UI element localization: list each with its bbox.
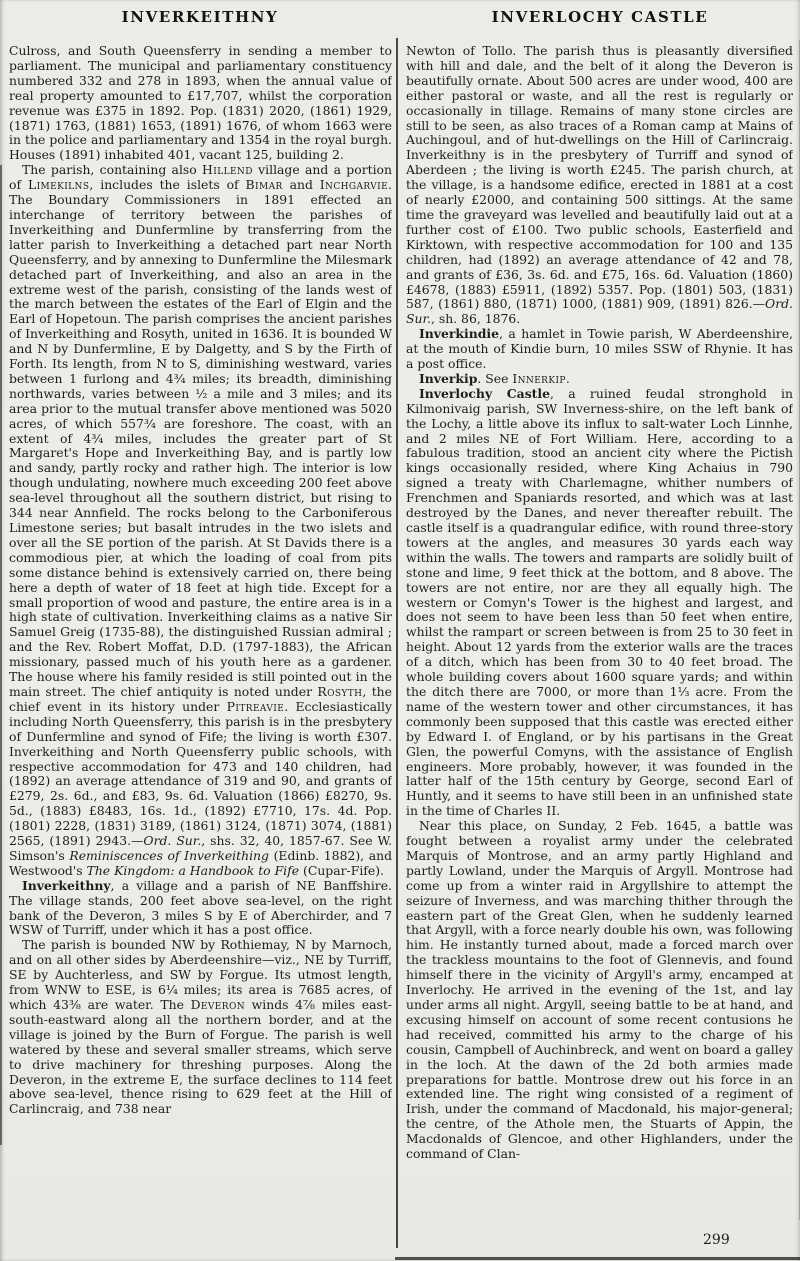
body-text: Culross, and South Queensferry in sending a member to parliament. The municipal and parliamentary constituency numbered 332 and 278 in 1893, when the annual value of real property amounted to £17,707, whilst the corporation revenue was £375 in 1892. Pop. (1831) 2020, (1861) 1929, (1871) 1763, (1881) 1653, (1891) 1676, of whom 1663 were in the police and parliamentary and 1354 in the royal burgh. Houses (1891) inhabited 401, vacant 125, building 2.	[9, 44, 392, 163]
body-text: Newton of Tollo. The parish thus is pleasantly diversified with hill and dale, and the belt of it along the Deveron is beautifully ornate. About 500 acres are under wood, 400 are either pastoral or waste, and all the rest is regularly or occasionally in tillage. Remains of many stone circles are still to be seen, as also traces of a Roman camp at Mains of Auchingoul, and of hut-dwellings on the Hill of Carlincraig. Inverkeithny is in the presbytery of Turriff and synod of Aberdeen ; the living is worth £245. The parish church, at the village, is a handsome edifice, erected in 1881 at a cost of nearly £2000, and containing 500 sittings. At the same time the graveyard was levelled and beautifully laid out at a further cost of £100. Two public schools, Easterfield and Kirktown, with respective accommodation for 100 and 135 children, had (1892) an average attendance of 42 and 78, and grants of £36, 3s. 6d. and £75, 16s. 6d. Valuation (1860) £4678, (1883) £5911, (1892) 5357. Pop. (1801) 503, (1831) 587, (1861) 880, (1871) 1000, (1881) 909, (1891) 826.—	[406, 44, 793, 312]
paragraph	[9, 938, 392, 1117]
italic-text: Reminiscences of Inverkeithing	[69, 847, 269, 863]
body-text: and	[282, 177, 320, 193]
body-text: , includes the islets of	[89, 177, 246, 193]
body-text: , a village and a parish of NE Banffshire. The village stands, 200 feet above sea-level, on the right bank of the Deveron, 3 miles S by E of Aberchirder, and 7 WSW of Turriff, under which it has a post office.	[9, 877, 392, 938]
body-text: The parish is bounded NW by Rothiemay, N by Marnoch, and on all other sides by Aberdeenshire—viz., NE by Turriff, SE by Auchterless, and SW by Forgue. Its utmost length, from WNW to ESE, is 6¼ miles; its area is 7685 acres, of which 43⅜ are water. The	[9, 937, 392, 1012]
paragraph	[9, 879, 392, 939]
small-caps-name: Limekilns	[27, 177, 90, 193]
body-text: village and a portion of	[9, 162, 392, 193]
italic-text: Ord. Sur.	[143, 833, 202, 849]
body-text: , the chief event in its history under	[9, 683, 392, 714]
entry-name: Inverkindie	[419, 326, 499, 342]
paragraph	[406, 387, 793, 819]
entry-name: Inverkip	[419, 370, 478, 386]
small-caps-name: Pitreavie	[226, 698, 285, 714]
running-head-left: INVERKEITHNY	[121, 8, 279, 26]
entry-name: Inverlochy Castle	[419, 385, 550, 401]
small-caps-name: Inchgarvie	[319, 177, 389, 193]
paragraph	[406, 327, 793, 372]
small-caps-name: Hillend	[202, 162, 253, 178]
body-text: The parish, containing also	[22, 162, 203, 178]
running-heads	[0, 8, 800, 26]
small-caps-name: Deveron	[190, 997, 245, 1012]
body-text: winds 4⅞ miles east-south-eastward along all the northern border, and at the village is joined by the Burn of Forgue. The parish is well watered by these and several smaller streams, which serve to drive machinery for threshing purposes. Along the Deveron, in the extreme E, the surface declines to 114 feet above sea-level, thence rising to 629 feet at the Hill of Carlincraig, and 738 near	[9, 997, 392, 1117]
body-text: , a hamlet in Towie parish, W Aberdeenshire, at the mouth of Kindie burn, 10 miles SSW of Rhynie. It has a post office.	[406, 326, 793, 372]
scan-edge-artifact-left	[0, 165, 2, 1145]
body-text: , sh. 86, 1876.	[430, 311, 521, 327]
paragraph	[406, 819, 793, 1162]
body-text: , shs. 32, 40, 1857-67. See W. Simson's	[9, 833, 392, 863]
paragraph	[406, 44, 793, 327]
right-column-text	[406, 44, 793, 1255]
page-number: 299	[703, 1232, 730, 1248]
left-column-text	[9, 44, 392, 1255]
small-caps-name: Rosyth	[317, 683, 363, 699]
small-caps-name: Innerkip	[512, 370, 566, 386]
paragraph	[406, 372, 793, 387]
running-head-right: INVERLOCHY CASTLE	[491, 8, 709, 26]
body-text: .	[565, 370, 570, 386]
paragraph	[9, 163, 392, 879]
italic-text: The Kingdom: a Handbook to Fife	[86, 862, 300, 878]
paragraph	[9, 44, 392, 163]
body-text: (Edinb. 1882), and Westwood's	[9, 847, 392, 878]
scan-edge-artifact-bottom	[395, 1257, 800, 1260]
body-text: Near this place, on Sunday, 2 Feb. 1645, a battle was fought between a royalist army under the celebrated Marquis of Montrose, and an army partly Highland and partly Lowland, under the Marquis of Argyll. Montrose had come up from a winter raid in Argyllshire to attempt the seizure of Inverness, and was marching thither through the eastern part of the Great Glen, when he suddenly learned that Argyll, with a force nearly double his own, was following him. He instantly turned about, made a forced march over the trackless mountains to the foot of Glennevis, and found himself there in the vicinity of Argyll's army, encamped at Inverlochy. He arrived in the evening of the 1st, and lay under arms all night. Argyll, seeing battle to be at hand, and excusing himself on account of some recent contusions he had received, committed his army to the charge of his cousin, Campbell of Auchinbreck, and went on board a galley in the loch. At the dawn of the 2d both armies made preparations for battle. Montrose drew out his force in an extended line. The right wing consisted of a regiment of Irish, under the command of Macdonald, his major-general; the centre, of the Athole men, the Stuarts of Appin, the Macdonalds of Glencoe, and other Highlanders, under the command of Clan-	[406, 818, 793, 1162]
body-text: . Ecclesiastically including North Queensferry, this parish is in the presbytery of Dunfermline and synod of Fife; the living is worth £307. Inverkeithing and North Queensferry public schools, with respective accommodation for 473 and 140 children, had (1892) an average attendance of 319 and 90, and grants of £279, 2s. 6d., and £83, 9s. 6d. Valuation (1866) £8270, 9s. 5d., (1883) £8483, 16s. 1d., (1892) £7710, 17s. 4d. Pop. (1801) 2228, (1831) 3189, (1861) 3124, (1871) 3074, (1881) 2565, (1891) 2943.—	[9, 698, 392, 849]
entry-name: Inverkeithny	[22, 877, 111, 893]
body-text: , a ruined feudal stronghold in Kilmonivaig parish, SW Inverness-shire, on the left bank of the Lochy, a little above its influx to salt-water Loch Linnhe, and 2 miles NE of Fort William. Here, according to a fabulous tradition, stood an ancient city where the Pictish kings occasionally resided, where King Achaius in 790 signed a treaty with Charlemagne, whither numbers of Frenchmen and Spaniards resorted, and which was at last destroyed by the Danes, and never thereafter rebuilt. The castle itself is a quadrangular edifice, with round three-story towers at the angles, and measures 30 yards each way within the walls. The towers and ramparts are solidly built of stone and lime, 9 feet thick at the bottom, and 8 above. The towers are not entire, nor are they all equally high. The western or Comyn's Tower is the highest and largest, and does not seem to have been less than 50 feet when entire, whilst the rampart or screen between is from 25 to 30 feet in height. About 12 yards from the exterior walls are the traces of a ditch, which has been from 30 to 40 feet broad. The whole building covers about 1600 square yards; and within the ditch there are 7000, or more than 1⅓ acre. From the name of the western tower and other circumstances, it has commonly been supposed that this castle was erected either by Edward I. of England, or by his partisans in the Great Glen, the powerful Comyns, with the assistance of English engineers. More probably, however, it was founded in the latter half of the 15th century by George, second Earl of Huntly, and it seems to have still been in an unfinished state in the time of Charles II.	[406, 385, 793, 819]
italic-text: Ord. Sur.	[406, 296, 793, 327]
body-text: (Cupar-Fife).	[299, 862, 384, 878]
column-divider	[396, 38, 398, 1248]
body-text: . The Boundary Commissioners in 1891 effected an interchange of territory between the parishes of Inverkeithing and Dunfermline by transferring from the latter parish to Inverkeithing a detached part near North Queensferry, and by annexing to Dunfermline the Milesmark detached part of Inverkeithing, and also an area in the extreme west of the parish, consisting of the lands west of the march between the estates of the Earl of Elgin and the Earl of Hopetoun. The parish comprises the ancient parishes of Inverkeithing and Rosyth, united in 1636. It is bounded W and N by Dunfermline, E by Dalgetty, and S by the Firth of Forth. Its length, from N to S, diminishing westward, varies between 1 furlong and 4¾ miles; its breadth, diminishing northwards, varies between ½ a mile and 3 miles; and its area prior to the mutual transfer above mentioned was 5020 acres, of which 557¾ are foreshore. The coast, with an extent of 4¾ miles, includes the greater part of St Margaret's Hope and Inverkeithing Bay, and is partly low and sandy, partly rocky and rather high. The interior is low though undulating, nowhere much exceeding 200 feet above sea-level throughout all the southern district, but rising to 344 near Annfield. The rocks belong to the Carboniferous Limestone series; but basalt intrudes in the two islets and over all the SE portion of the parish. At St Davids there is a commodious pier, at which the loading of coal from pits some distance behind is extensively carried on, there being here a depth of water of 18 feet at high tide. Except for a small proportion of wood and pasture, the entire area is in a high state of cultivation. Inverkeithing claims as a native Sir Samuel Greig (1735-88), the distinguished Russian admiral ; and the Rev. Robert Moffat, D.D. (1797-1883), the African missionary, passed much of his youth here as a gardener. The house where his family resided is still pointed out in the main street. The chief antiquity is noted under	[9, 177, 392, 699]
body-text: . See	[477, 370, 513, 386]
small-caps-name: Bimar	[245, 177, 283, 193]
